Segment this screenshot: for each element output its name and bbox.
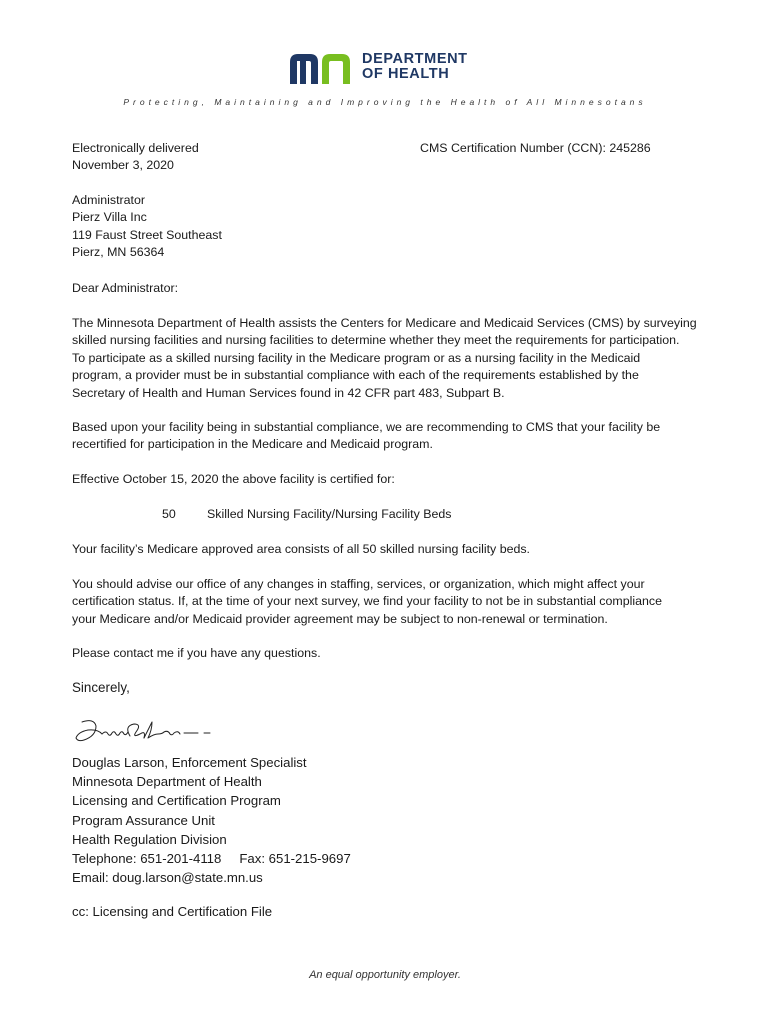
paragraph-line: To participate as a skilled nursing facility in the Medicare program or as a nursing facility in the Medicaid xyxy=(72,350,641,365)
cc-line: cc: Licensing and Certification File xyxy=(72,904,273,919)
paragraph-line: The Minnesota Department of Health assists the Centers for Medicare and Medicaid Services (CMS) by surveying xyxy=(72,316,697,330)
ccn-number: CMS Certification Number (CCN): 245286 xyxy=(420,141,651,155)
logo-line-2: OF HEALTH xyxy=(362,66,450,82)
address-line: 119 Faust Street Southeast xyxy=(72,228,222,242)
paragraph-line: recertified for participation in the Medicare and Medicaid program. xyxy=(72,437,433,452)
closing: Sincerely, xyxy=(72,680,130,695)
footer-note: An equal opportunity employer. xyxy=(309,969,461,981)
address-line: Pierz Villa Inc xyxy=(72,210,147,224)
letter-date: November 3, 2020 xyxy=(72,158,174,172)
paragraph-line: program, a provider must be in substantial compliance with each of the requirements established by the xyxy=(72,368,639,383)
signer-email: Email: doug.larson@state.mn.us xyxy=(72,870,263,886)
signer-phone: Telephone: 651-201-4118 xyxy=(72,851,222,867)
address-line: Administrator xyxy=(72,193,145,207)
paragraph-line: Secretary of Health and Human Services found in 42 CFR part 483, Subpart B. xyxy=(72,385,505,400)
salutation: Dear Administrator: xyxy=(72,281,179,295)
bed-count: 50 xyxy=(162,507,176,521)
signer-name-title: Douglas Larson, Enforcement Specialist xyxy=(72,755,307,770)
paragraph-intro xyxy=(72,315,712,402)
signer-phone-row xyxy=(72,849,351,868)
delivery-method: Electronically delivered xyxy=(72,141,199,155)
paragraph-line: your Medicare and/or Medicaid provider agreement may be subject to non-renewal or termination. xyxy=(72,611,608,626)
mn-logo-icon xyxy=(290,54,354,84)
signer-program: Licensing and Certification Program xyxy=(72,793,281,809)
paragraph-line: You should advise our office of any changes in staffing, services, or organization, which might affect your xyxy=(72,577,645,591)
contact-statement: Please contact me if you have any questions. xyxy=(72,646,321,660)
logo-wordmark xyxy=(362,52,468,82)
signer-organization: Minnesota Department of Health xyxy=(72,774,262,790)
mdh-logo xyxy=(290,52,490,86)
effective-statement: Effective October 15, 2020 the above facility is certified for: xyxy=(72,472,395,486)
address-line: Pierz, MN 56364 xyxy=(72,245,165,259)
paragraph-line: skilled nursing facilities and nursing facilities to determine whether they meet the requirements for participation. xyxy=(72,333,680,348)
signer-fax: Fax: 651-215-9697 xyxy=(239,851,351,867)
paragraph-advise xyxy=(72,576,712,628)
signer-division: Health Regulation Division xyxy=(72,831,227,847)
bed-type: Skilled Nursing Facility/Nursing Facility Beds xyxy=(207,507,452,521)
handwritten-signature xyxy=(74,716,214,746)
paragraph-line: certification status. If, at the time of your next survey, we find your facility to not be in substantial compliance xyxy=(72,594,662,609)
signer-block xyxy=(72,753,351,887)
tagline: Protecting, Maintaining and Improving the Health of All Minnesotans xyxy=(123,97,647,107)
logo-line-1: DEPARTMENT xyxy=(362,51,468,67)
medicare-area-statement: Your facility’s Medicare approved area consists of all 50 skilled nursing facility beds. xyxy=(72,542,530,556)
signer-unit: Program Assurance Unit xyxy=(72,812,215,828)
paragraph-line: Based upon your facility being in substantial compliance, we are recommending to CMS that your facility be xyxy=(72,420,661,434)
paragraph-recommendation xyxy=(72,419,712,454)
